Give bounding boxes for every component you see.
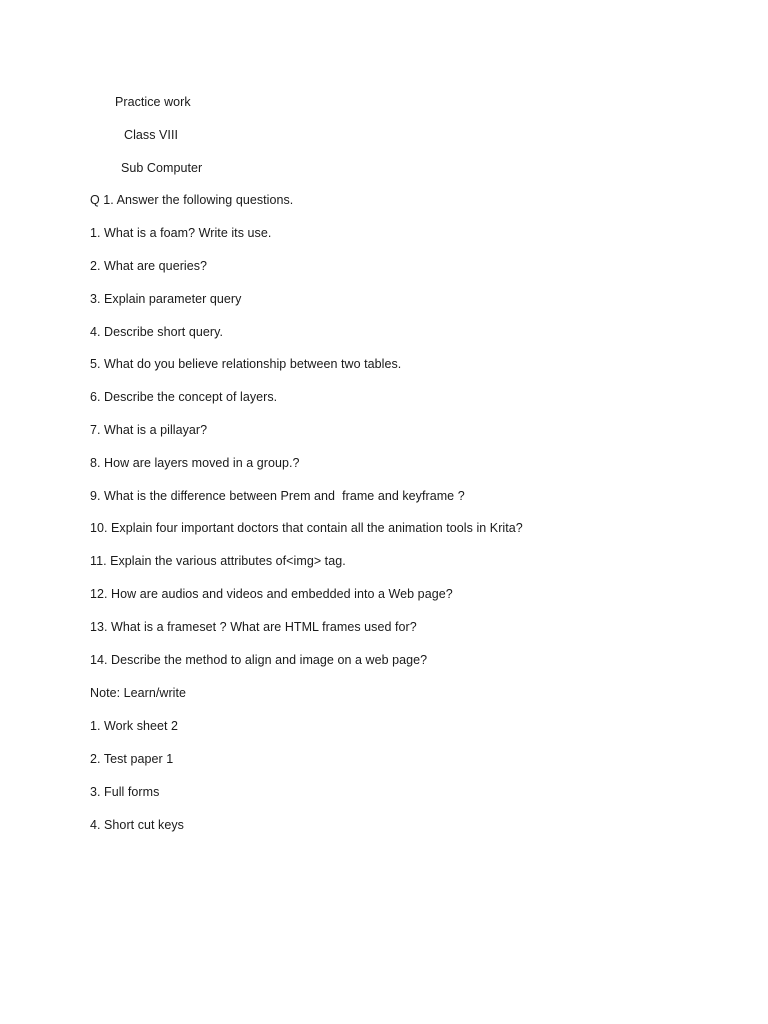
note-item: 1. Work sheet 2 [90, 719, 179, 733]
note-heading: Note: Learn/write [90, 686, 187, 700]
question-item: 3. Explain parameter query [90, 292, 242, 306]
note-item: 3. Full forms [90, 785, 160, 799]
question-item: 5. What do you believe relationship between two tables. [90, 357, 402, 371]
question-item: 14. Describe the method to align and image on a web page? [90, 653, 428, 667]
question-item: 7. What is a pillayar? [90, 423, 208, 437]
note-item: 4. Short cut keys [90, 818, 184, 832]
question-item: 6. Describe the concept of layers. [90, 390, 278, 404]
question-item: 10. Explain four important doctors that contain all the animation tools in Krita? [90, 521, 523, 535]
section-heading: Q 1. Answer the following questions. [90, 193, 294, 207]
question-item: 8. How are layers moved in a group.? [90, 456, 300, 470]
subject-label: Sub Computer [121, 161, 203, 175]
question-item: 2. What are queries? [90, 259, 208, 273]
question-item: 11. Explain the various attributes of<img> tag. [90, 554, 346, 568]
question-item: 9. What is the difference between Prem and frame and keyframe ? [90, 489, 465, 503]
question-item: 12. How are audios and videos and embedded into a Web page? [90, 587, 453, 601]
question-item: 1. What is a foam? Write its use. [90, 226, 272, 240]
class-label: Class VIII [124, 128, 178, 142]
document-title: Practice work [115, 95, 191, 109]
question-item: 4. Describe short query. [90, 325, 223, 339]
note-item: 2. Test paper 1 [90, 752, 174, 766]
question-item: 13. What is a frameset ? What are HTML frames used for? [90, 620, 417, 634]
